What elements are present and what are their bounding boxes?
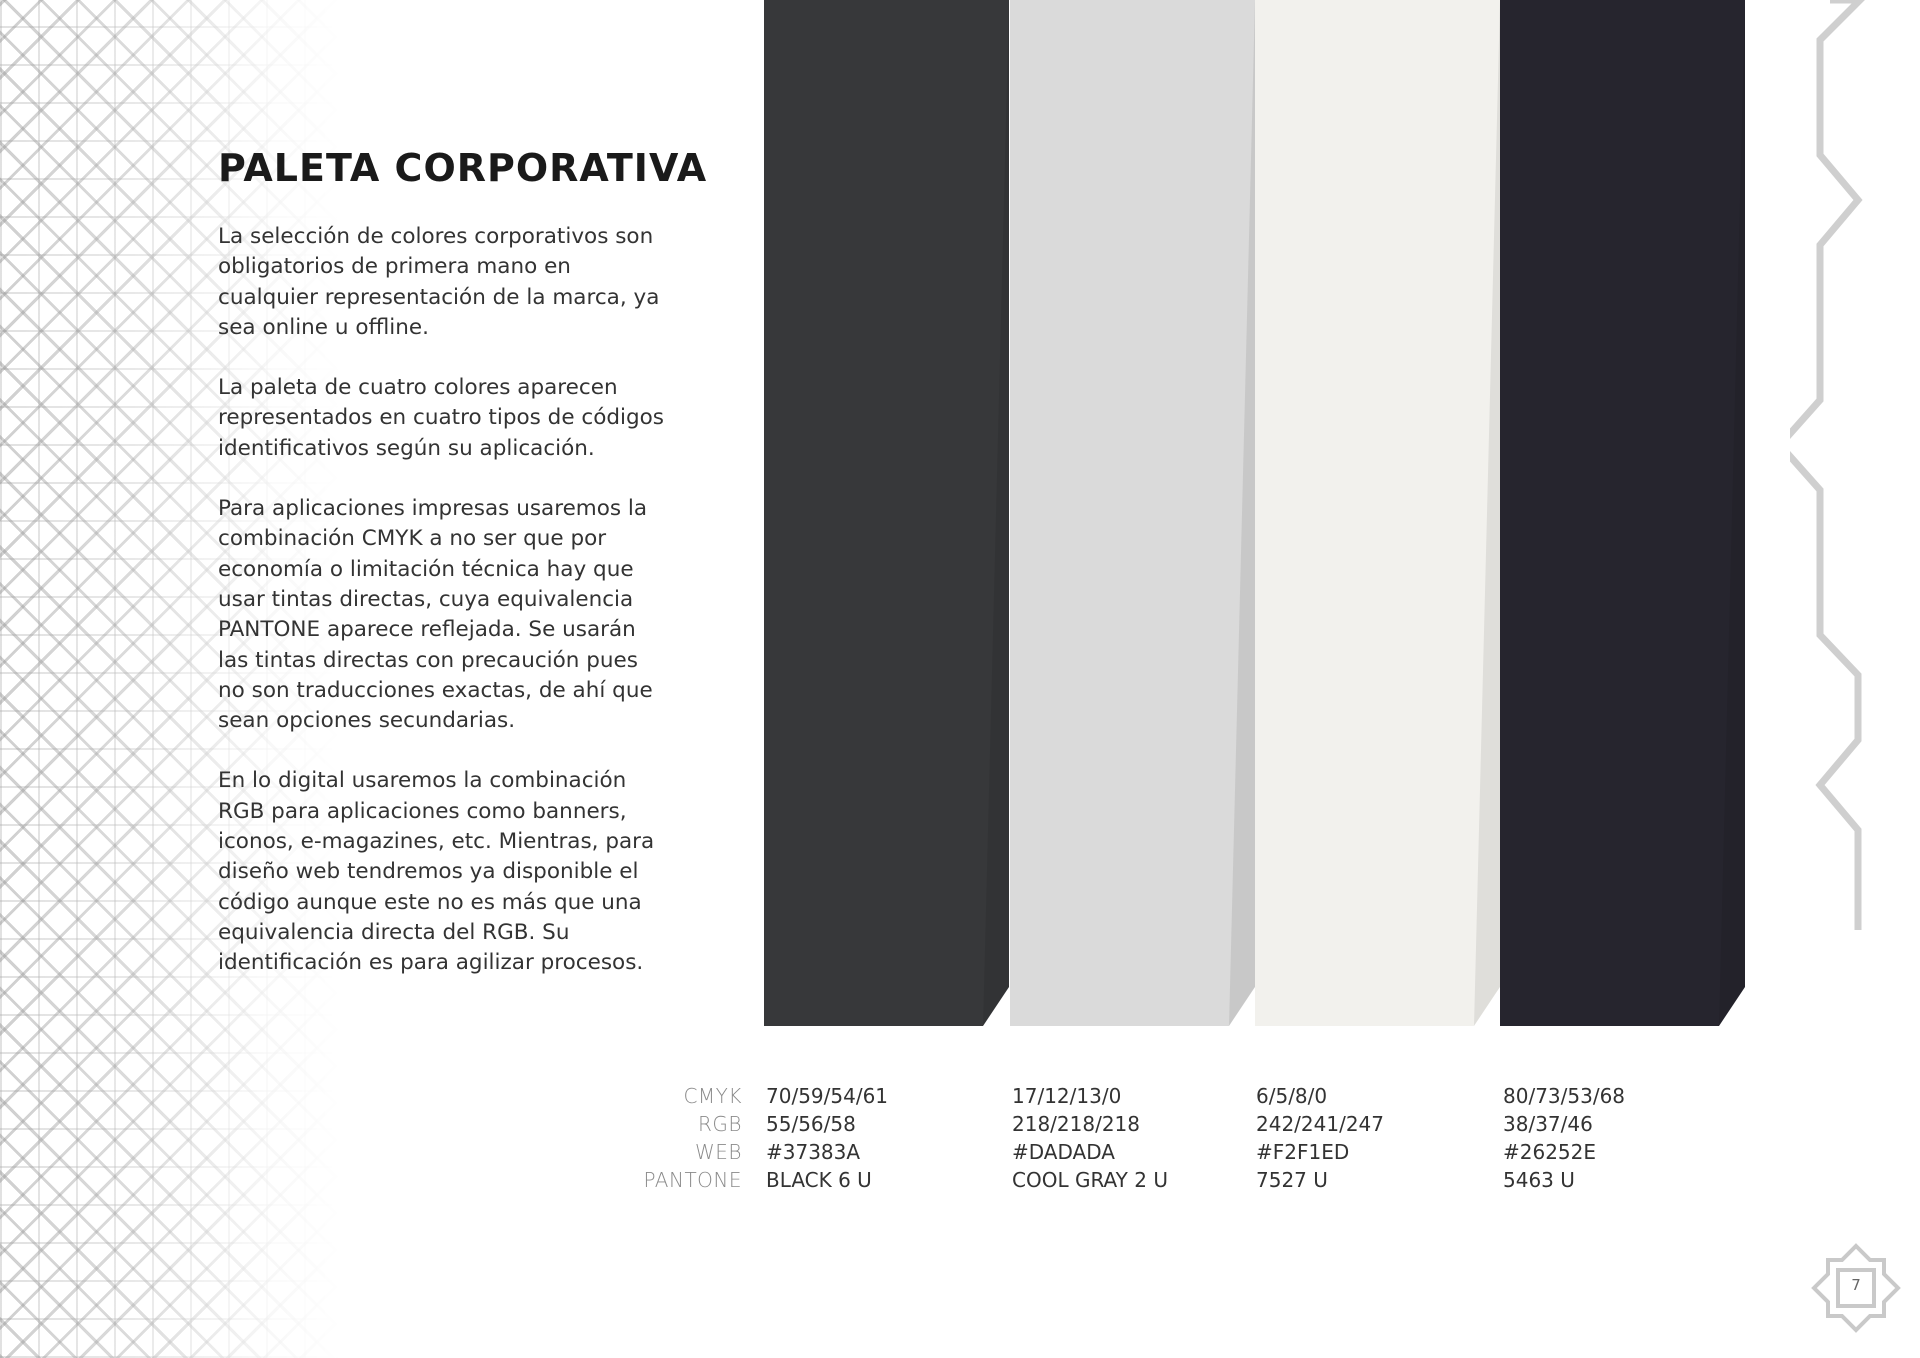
color-codes-1: [766, 1082, 1006, 1194]
color-swatch-3: [1255, 0, 1500, 1026]
cmyk-value: 80/73/53/68: [1503, 1084, 1626, 1108]
color-swatch-2: [1010, 0, 1255, 1026]
label-web: WEB: [694, 1140, 742, 1164]
label-cmyk: CMYK: [683, 1084, 742, 1108]
pantone-value: BLACK 6 U: [766, 1168, 872, 1192]
color-codes-4: [1503, 1082, 1743, 1194]
body-text: [218, 222, 668, 1009]
cmyk-value: 70/59/54/61: [766, 1084, 889, 1108]
code-labels: [600, 1082, 742, 1194]
cmyk-value: 17/12/13/0: [1012, 1084, 1122, 1108]
paragraph-1: La selección de colores corporativos son obligatorios de primera mano en cualquier representación de la marca, ya sea online u offline.: [218, 224, 660, 340]
pantone-value: COOL GRAY 2 U: [1012, 1168, 1168, 1192]
web-value: #26252E: [1503, 1140, 1597, 1164]
label-rgb: RGB: [698, 1112, 742, 1136]
page-title: PALETA CORPORATIVA: [218, 146, 708, 190]
cmyk-value: 6/5/8/0: [1256, 1084, 1328, 1108]
web-value: #DADADA: [1012, 1140, 1115, 1164]
rgb-value: 38/37/46: [1503, 1112, 1593, 1136]
color-swatch-4: [1500, 0, 1745, 1026]
rgb-value: 242/241/247: [1256, 1112, 1384, 1136]
paragraph-2: La paleta de cuatro colores aparecen representados en cuatro tipos de códigos identificativos según su aplicación.: [218, 375, 664, 461]
rgb-value: 218/218/218: [1012, 1112, 1140, 1136]
color-swatch-1: [764, 0, 1009, 1026]
color-codes-2: [1012, 1082, 1252, 1194]
web-value: #F2F1ED: [1256, 1140, 1350, 1164]
paragraph-4: En lo digital usaremos la combinación RGB para aplicaciones como banners, iconos, e-magazines, etc. Mientras, para diseño web tendremos ya disponible el código aunque este no es más que una equivalencia directa del RGB. Su identificación es para agilizar procesos.: [218, 768, 655, 976]
pantone-value: 5463 U: [1503, 1168, 1575, 1192]
page-number: 7: [1851, 1276, 1861, 1294]
label-pantone: PANTONE: [643, 1168, 742, 1192]
pantone-value: 7527 U: [1256, 1168, 1328, 1192]
web-value: #37383A: [766, 1140, 861, 1164]
decorative-circuit-line: [1790, 0, 1920, 940]
rgb-value: 55/56/58: [766, 1112, 856, 1136]
color-codes-3: [1256, 1082, 1496, 1194]
paragraph-3: Para aplicaciones impresas usaremos la combinación CMYK a no ser que por economía o limitación técnica hay que usar tintas directas, cuya equivalencia PANTONE aparece reflejada. Se usarán las tintas directas con precaución pues no son traducciones exactas, de ahí que sean opciones secundarias.: [218, 496, 653, 734]
